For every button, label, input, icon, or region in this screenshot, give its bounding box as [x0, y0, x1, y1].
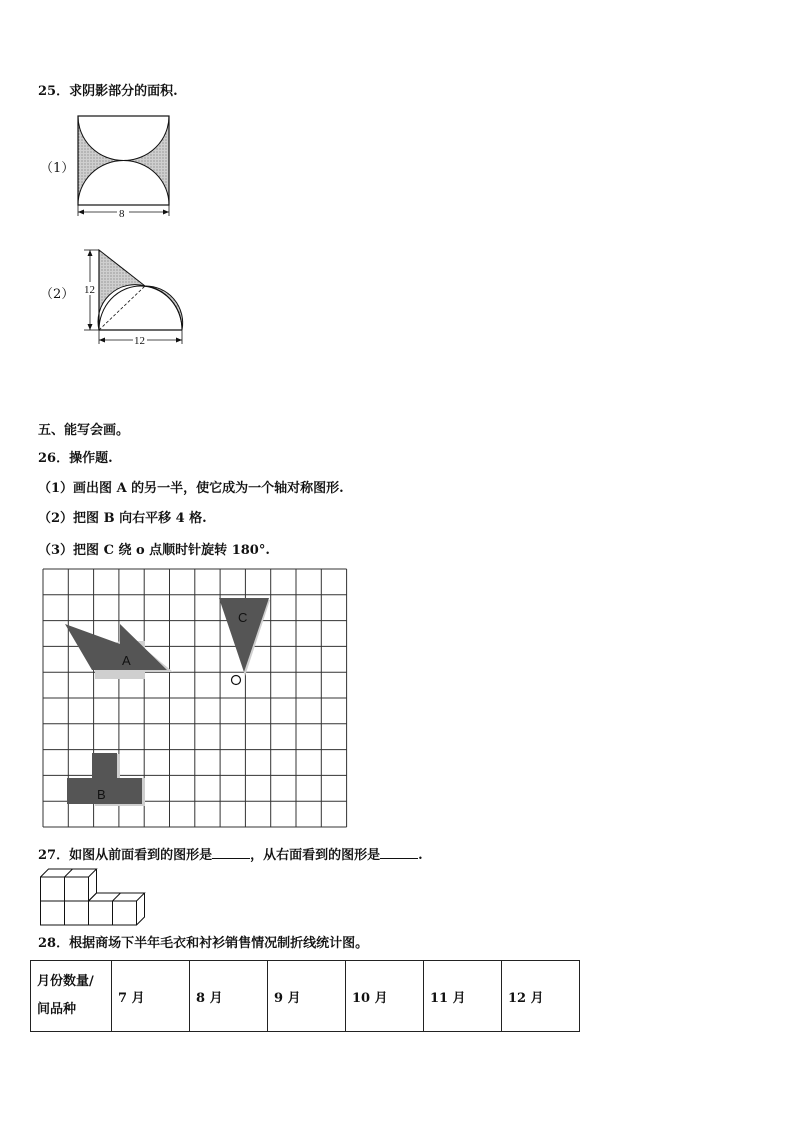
month-cell: 9 月: [268, 961, 346, 1032]
table-row: [31, 961, 580, 1032]
q27-text-prefix: 27．如图从前面看到的图形是: [38, 848, 213, 863]
q27-answer-right[interactable]: [380, 846, 418, 859]
month-cell: 12 月: [502, 961, 580, 1032]
q26-item-3: （3）把图 C 绕 o 点顺时针旋转 180°.: [38, 543, 270, 558]
fig1-diagram: [72, 112, 192, 222]
month-cell: 11 月: [424, 961, 502, 1032]
fig2-diagram: [80, 242, 200, 352]
q27-text-middle: ，从右面看到的图形是: [250, 848, 381, 863]
fig2-left-dim-label: 12: [84, 284, 95, 296]
q28-title: 28．根据商场下半年毛衣和衬衫销售情况制折线统计图。: [38, 936, 369, 951]
shape-a: [65, 624, 167, 670]
fig2-shaded-triangle: [98, 250, 145, 330]
fig1-label: （1）: [40, 161, 75, 176]
header-line-2: 间品种: [37, 1002, 77, 1017]
sales-table: [30, 960, 580, 1032]
shape-a-label: A: [122, 653, 131, 668]
q27-cube-figure: [40, 868, 160, 930]
q26-item-2: （2）把图 B 向右平移 4 格.: [38, 511, 207, 526]
q26-item-1: （1）画出图 A 的另一半，使它成为一个轴对称图形.: [38, 481, 344, 496]
table-corner-header: [31, 961, 112, 1032]
shape-b-label: B: [97, 787, 106, 802]
q27-answer-front[interactable]: [212, 846, 250, 859]
fig1-dim-label: 8: [119, 208, 125, 220]
fig2-bottom-dim-label: 12: [134, 335, 145, 347]
fig2-label: （2）: [40, 287, 75, 302]
q27-text-suffix: .: [418, 848, 423, 863]
shape-c-label: C: [238, 610, 248, 625]
point-o: [232, 676, 241, 685]
section5-title: 五、能写会画。: [38, 423, 130, 438]
q27-text: [38, 846, 423, 864]
month-cell: 8 月: [190, 961, 268, 1032]
header-line-1: 月份数量/: [37, 974, 94, 989]
q26-title: 26．操作题.: [38, 451, 113, 466]
month-cell: 7 月: [112, 961, 190, 1032]
q25-title: 25．求阴影部分的面积.: [38, 84, 178, 99]
q26-grid-figure: [40, 566, 360, 836]
month-cell: 10 月: [346, 961, 424, 1032]
